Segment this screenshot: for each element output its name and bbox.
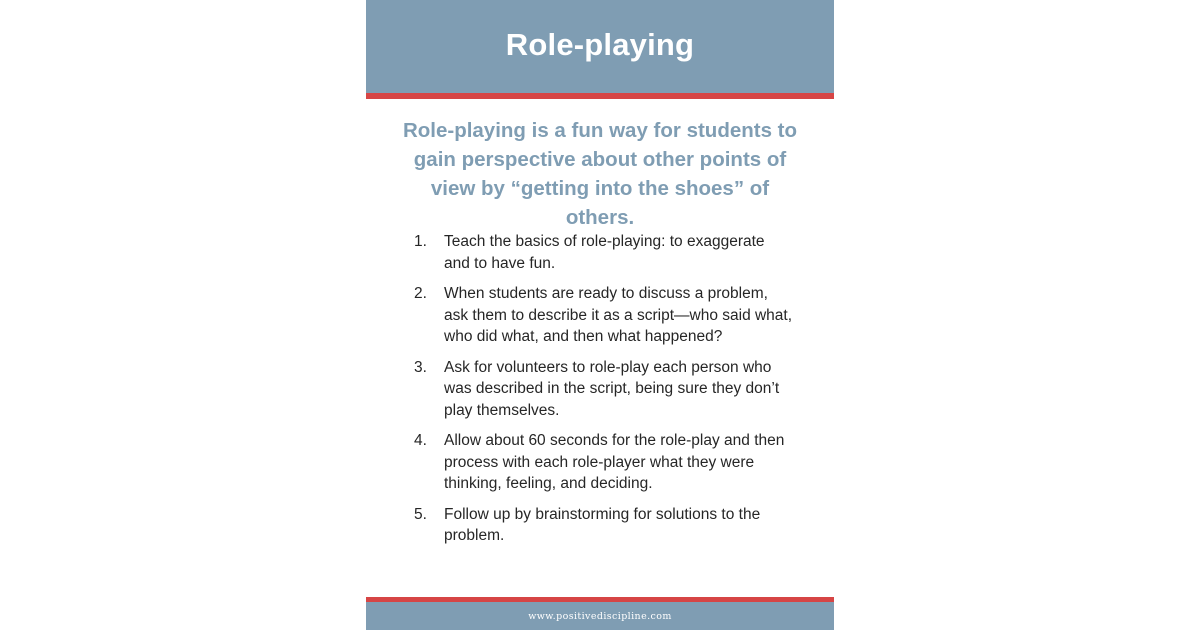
step-number: 2. xyxy=(414,285,427,302)
header-divider xyxy=(366,93,834,99)
step-number: 1. xyxy=(414,233,427,250)
list-item xyxy=(414,504,794,547)
list-item xyxy=(414,283,794,348)
step-text: Allow about 60 seconds for the role-play and then process with each role-player what they were thinking, feeling, and deciding. xyxy=(444,432,785,492)
steps-list xyxy=(414,231,794,556)
list-item xyxy=(414,430,794,495)
role-playing-card xyxy=(366,0,834,630)
step-text: Teach the basics of role-playing: to exaggerate and to have fun. xyxy=(444,233,765,272)
list-item xyxy=(414,357,794,422)
intro-text: Role-playing is a fun way for students to gain perspective about other points of view by “getting into the shoes” of others. xyxy=(402,119,798,229)
card-header xyxy=(366,0,834,93)
step-text: Ask for volunteers to role-play each person who was described in the script, being sure they don’t play themselves. xyxy=(444,358,780,419)
step-text: Follow up by brainstorming for solutions to the problem. xyxy=(444,505,761,544)
step-number: 3. xyxy=(414,358,427,376)
card-title: Role-playing xyxy=(505,26,695,62)
step-number: 4. xyxy=(414,432,427,449)
card-footer xyxy=(366,602,834,630)
footer-url: www.positivediscipline.com xyxy=(528,610,672,622)
list-item xyxy=(414,231,794,274)
step-number: 5. xyxy=(414,505,427,523)
step-text: When students are ready to discuss a problem, ask them to describe it as a script—who said what, who did what, and then what happened? xyxy=(444,285,793,345)
